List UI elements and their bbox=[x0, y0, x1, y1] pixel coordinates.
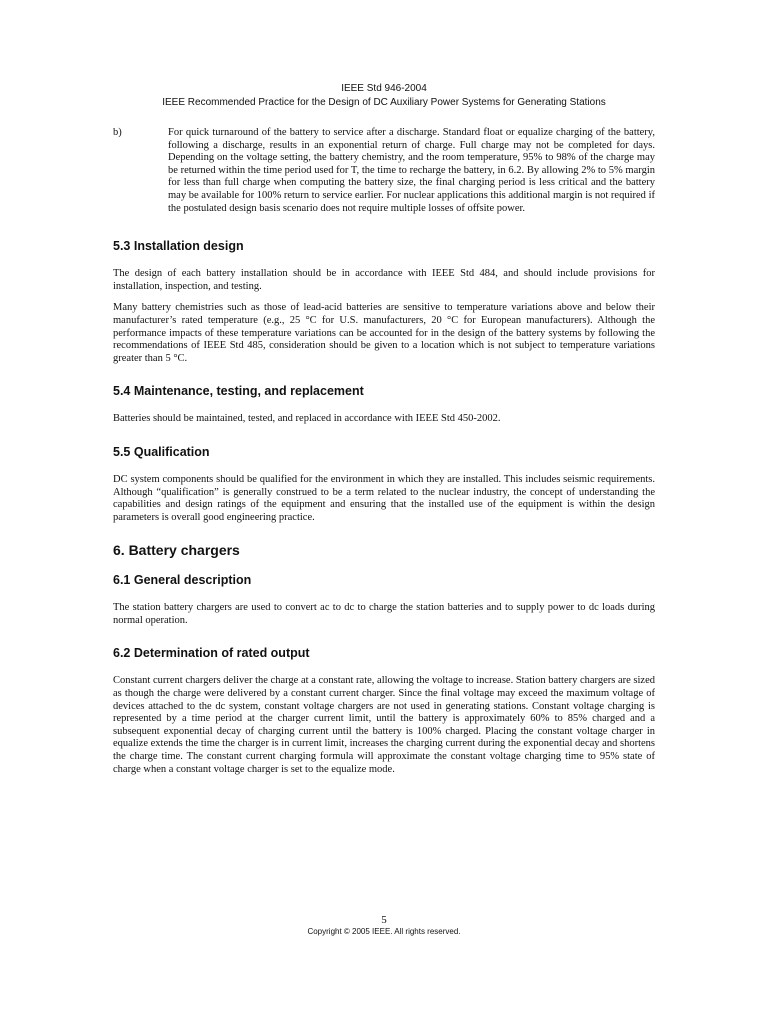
paragraph: Batteries should be maintained, tested, and replaced in accordance with IEEE Std 450-2002. bbox=[113, 413, 501, 425]
list-marker: b) bbox=[113, 127, 122, 138]
page-number: 5 bbox=[381, 914, 387, 926]
paragraph: Many battery chemistries such as those of lead-acid batteries are sensitive to temperature variations above and below their manufacturer’s rated temperature (e.g., 25 °C for U.S. manufacturers, 20 °C for European manufacturers). Although the performance impacts of these temperature variations can be accounted for in the design of the battery systems by following the recommendations of IEEE Std 485, consideration should be given to a location which is not subject to temperature variations greater than 5 °C. bbox=[113, 302, 655, 364]
paragraph: The station battery chargers are used to convert ac to dc to charge the station batteries and to supply power to dc loads during normal operation. bbox=[113, 602, 655, 626]
section-heading-5-5: 5.5 Qualification bbox=[113, 444, 210, 459]
section-heading-6-2: 6.2 Determination of rated output bbox=[113, 646, 310, 661]
paragraph: Constant current chargers deliver the charge at a constant rate, allowing the voltage to increase. Station battery chargers are sized as though the charge were delivered by a constant current charger. Since the final voltage may exceed the maximum voltage of devices attached to the dc system, constant voltage chargers are not used in generating stations. Constant voltage charging is represented by a time period at the charger current limit, until the battery is approximately 60% to 85% charged and a subsequent exponential decay of charging current until the battery is 100% charged. Placing the constant voltage charger in equalize extends the time the charger is in current limit, increases the charging current during the exponential decay and shortens the charge time. The constant current charging formula will approximate the constant voltage charging time to 95% state of charge when a constant voltage charger is set to the equalize mode. bbox=[113, 675, 655, 775]
standard-number: IEEE Std 946-2004 bbox=[341, 83, 427, 94]
paragraph: The design of each battery installation should be in accordance with IEEE Std 484, and should include provisions for installation, inspection, and testing. bbox=[113, 268, 655, 292]
copyright-notice: Copyright © 2005 IEEE. All rights reserved. bbox=[307, 927, 461, 936]
standard-title: IEEE Recommended Practice for the Design of DC Auxiliary Power Systems for Generating Stations bbox=[162, 97, 606, 108]
section-heading-6: 6. Battery chargers bbox=[113, 542, 240, 559]
section-heading-6-1: 6.1 General description bbox=[113, 573, 252, 588]
list-item-text: For quick turnaround of the battery to service after a discharge. Standard float or equalize charging of the battery, following a discharge, results in an exponential return of charge. Full charge may not be completed for days. Depending on the voltage setting, the battery chemistry, and the room temperature, 95% to 98% of the charge may be returned within the time period used for T, the time to recharge the battery, in 6.2. By allowing 2% to 5% margin for less than full charge when computing the battery size, the final charging period is less critical and the battery may be available for 100% return to service earlier. For nuclear applications this additional margin is not required if the postulated design basis scenario does not require multiple losses of offsite power. bbox=[168, 127, 655, 214]
section-heading-5-4: 5.4 Maintenance, testing, and replacement bbox=[113, 384, 364, 399]
page-footer bbox=[100, 913, 668, 937]
page-content bbox=[113, 127, 655, 776]
page-header bbox=[100, 82, 668, 110]
paragraph: DC system components should be qualified for the environment in which they are installed. This includes seismic requirements. Although “qualification” is generally construed to be a term related to the nuclear industry, the concept of understanding the capabilities and design ratings of the equipment and ensuring that the installed use of the equipment is within the design parameters is overall good engineering practice. bbox=[113, 473, 655, 523]
section-heading-5-3: 5.3 Installation design bbox=[113, 239, 244, 254]
list-item bbox=[113, 127, 655, 215]
